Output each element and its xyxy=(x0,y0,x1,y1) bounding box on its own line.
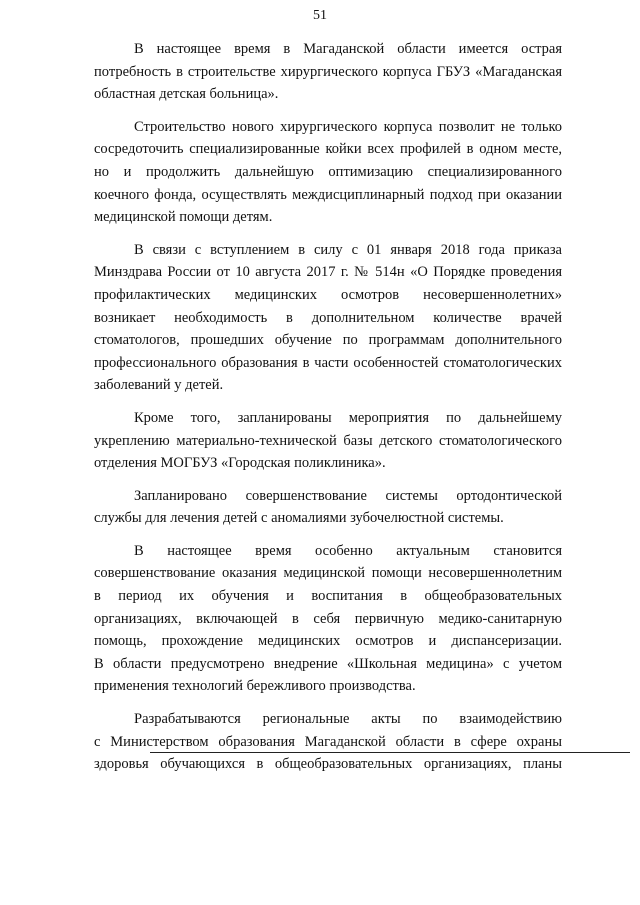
text-line: Запланировано совершенствование системы ортодонтической xyxy=(134,487,562,504)
text-line: медицинской помощи детям. xyxy=(94,209,273,226)
text-line: здоровья обучающихся в общеобразовательных организациях, планы xyxy=(94,756,562,773)
text-line: потребность в строительстве хирургического корпуса ГБУЗ «Магаданская xyxy=(94,63,562,80)
text-line: В настоящее время особенно актуальным становится xyxy=(134,542,562,559)
text-line: коечного фонда, осуществлять междисциплинарный подход при оказании xyxy=(94,186,562,203)
paragraph xyxy=(94,540,562,698)
paragraph xyxy=(94,485,562,530)
paragraph xyxy=(94,38,562,106)
text-line: В области предусмотрено внедрение «Школьная медицина» с учетом xyxy=(94,655,562,672)
footer-divider xyxy=(150,752,630,753)
text-line: службы для лечения детей с аномалиями зубочелюстной системы. xyxy=(94,510,504,527)
paragraph xyxy=(94,407,562,475)
text-line: Строительство нового хирургического корпуса позволит не только xyxy=(134,118,562,135)
text-line: укреплению материально-технической базы детского стоматологического xyxy=(94,432,562,449)
page-number: 51 xyxy=(313,8,327,23)
text-line: применения технологий бережливого производства. xyxy=(94,678,416,695)
text-line: совершенствование оказания медицинской помощи несовершеннолетним xyxy=(94,565,562,582)
paragraph xyxy=(94,116,562,229)
text-line: помощь, прохождение медицинских осмотров и диспансеризации. xyxy=(94,633,562,650)
text-line: профилактических медицинских осмотров несовершеннолетних» xyxy=(94,286,562,303)
text-line: В настоящее время в Магаданской области имеется острая xyxy=(134,41,562,57)
text-line: профессионального образования в части особенностей стоматологических xyxy=(94,354,562,371)
text-line: В связи с вступлением в силу с 01 января 2018 года приказа xyxy=(134,241,562,258)
text-line: Кроме того, запланированы мероприятия по дальнейшему xyxy=(134,409,562,426)
text-line: Разрабатываются региональные акты по взаимодействию xyxy=(134,711,562,728)
document-body xyxy=(94,38,562,786)
text-line: в период их обучения и воспитания в общеобразовательных xyxy=(94,588,562,605)
text-line: организациях, включающей в себя первичную медико-санитарную xyxy=(94,610,562,627)
text-line: областная детская больница». xyxy=(94,86,279,103)
paragraph xyxy=(94,239,562,397)
text-line: заболеваний у детей. xyxy=(94,377,224,394)
text-line: с Министерством образования Магаданской области в сфере охраны xyxy=(94,733,562,750)
text-line: отделения МОГБУЗ «Городская поликлиника». xyxy=(94,455,386,472)
paragraph xyxy=(94,708,562,776)
text-line: возникает необходимость в дополнительном количестве врачей xyxy=(94,309,562,326)
text-line: Минздрава России от 10 августа 2017 г. № 514н «О Порядке проведения xyxy=(94,264,562,281)
text-line: но и продолжить дальнейшую оптимизацию специализированного xyxy=(94,163,562,180)
text-line: сосредоточить специализированные койки всех профилей в одном месте, xyxy=(94,141,562,158)
text-line: стоматологов, прошедших обучение по программам дополнительного xyxy=(94,332,562,349)
